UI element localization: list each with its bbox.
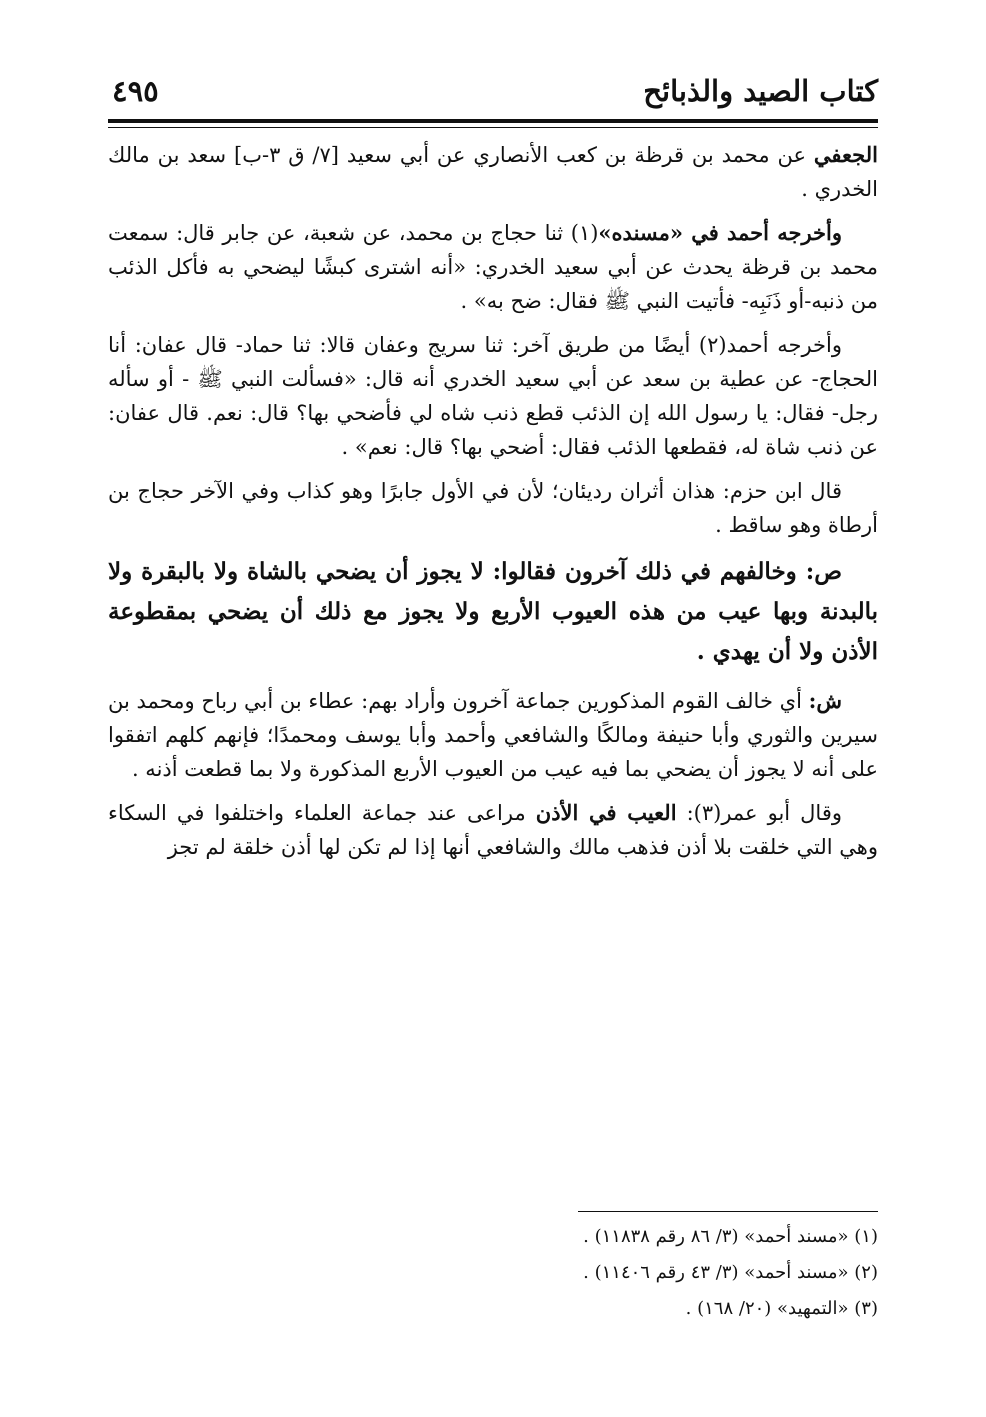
paragraph-1 bbox=[108, 138, 878, 206]
bold-lead: العيب في الأذن bbox=[535, 800, 677, 825]
header-rule-thick bbox=[108, 119, 878, 123]
footnote-2: (٢) «مسند أحمد» (٣/ ٤٣ رقم ١١٤٠٦) . bbox=[583, 1262, 878, 1283]
footnotes bbox=[108, 1222, 878, 1330]
paragraph-text: وخالفهم في ذلك آخرون فقالوا: لا يجوز أن يضحي بالشاة ولا بالبقرة ولا بالبدنة وبها عيب من هذه العيوب الأربع ولا يجوز مع ذلك أن يضحي بمقطوعة الأذن ولا أن يهدي . bbox=[108, 558, 878, 665]
paragraph-3 bbox=[108, 328, 878, 464]
footnote-3: (٣) «التمهيد» (٢٠/ ١٦٨) . bbox=[685, 1298, 878, 1319]
bold-lead: ص: bbox=[805, 558, 842, 585]
running-title: كتاب الصيد والذبائح bbox=[643, 74, 878, 108]
paragraph-7 bbox=[108, 796, 878, 864]
paragraph-text: عن محمد بن قرظة بن كعب الأنصاري عن أبي سعيد [٧/ ق ٣-ب] سعد بن مالك الخدري . bbox=[108, 143, 878, 201]
paragraph-text: أي خالف القوم المذكورين جماعة آخرون وأراد بهم: عطاء بن أبي رباح ومحمد بن سيرين والثوري وأبا حنيفة ومالكًا والشافعي وأحمد وأبا يوسف ومحمدًا؛ فإنهم كلهم اتفقوا على أنه لا يجوز أن يضحي بما فيه عيب من العيوب الأربع المذكورة ولا بما قطعت أذنه . bbox=[108, 689, 878, 781]
bold-lead: وأخرجه أحمد في «مسنده» bbox=[598, 220, 842, 245]
header-rule-thin bbox=[108, 127, 878, 128]
footnote-separator bbox=[578, 1211, 878, 1212]
paragraph-pre: وقال أبو عمر(٣): bbox=[676, 801, 842, 825]
page-header bbox=[108, 72, 878, 116]
footnote-1: (١) «مسند أحمد» (٣/ ٨٦ رقم ١١٨٣٨) . bbox=[583, 1226, 878, 1247]
paragraph-text: مراعى عند جماعة العلماء واختلفوا في السكاء وهي التي خلقت بلا أذن فذهب مالك والشافعي أنها إذا لم تكن لها أذن خلقة لم تجز bbox=[108, 801, 878, 859]
paragraph-4 bbox=[108, 474, 878, 542]
main-text bbox=[108, 138, 878, 874]
bold-lead: ش: bbox=[808, 688, 842, 713]
bold-lead: الجعفي bbox=[813, 142, 878, 167]
paragraph-6 bbox=[108, 684, 878, 786]
paragraph-text: قال ابن حزم: هذان أثران رديئان؛ لأن في الأول جابرًا وهو كذاب وفي الآخر حجاج بن أرطاة وهو ساقط . bbox=[108, 479, 878, 537]
page-number: ٤٩٥ bbox=[112, 74, 159, 108]
paragraph-text: وأخرجه أحمد(٢) أيضًا من طريق آخر: ثنا سريج وعفان قالا: ثنا حماد- قال عفان: أنا الحجاج- عن عطية بن سعد عن أبي سعيد الخدري أنه قال: «فسألت النبي ﷺ - أو سأله رجل- فقال: يا رسول الله إن الذئب قطع ذنب شاه لي فأضحي بها؟ قال: نعم. قال عفان: عن ذنب شاة له، فقطعها الذئب فقال: أضحي بها؟ قال: نعم» . bbox=[108, 333, 878, 459]
matn-paragraph bbox=[108, 552, 878, 672]
paragraph-2 bbox=[108, 216, 878, 318]
paragraph-text: (١) ثنا حجاج بن محمد، عن شعبة، عن جابر قال: سمعت محمد بن قرظة يحدث عن أبي سعيد الخدري: «أنه اشترى كبشًا ليضحي به فأكل الذئب من ذنبه-أو ذَنَبِه- فأتيت النبي ﷺ فقال: ضح به» . bbox=[108, 221, 878, 313]
